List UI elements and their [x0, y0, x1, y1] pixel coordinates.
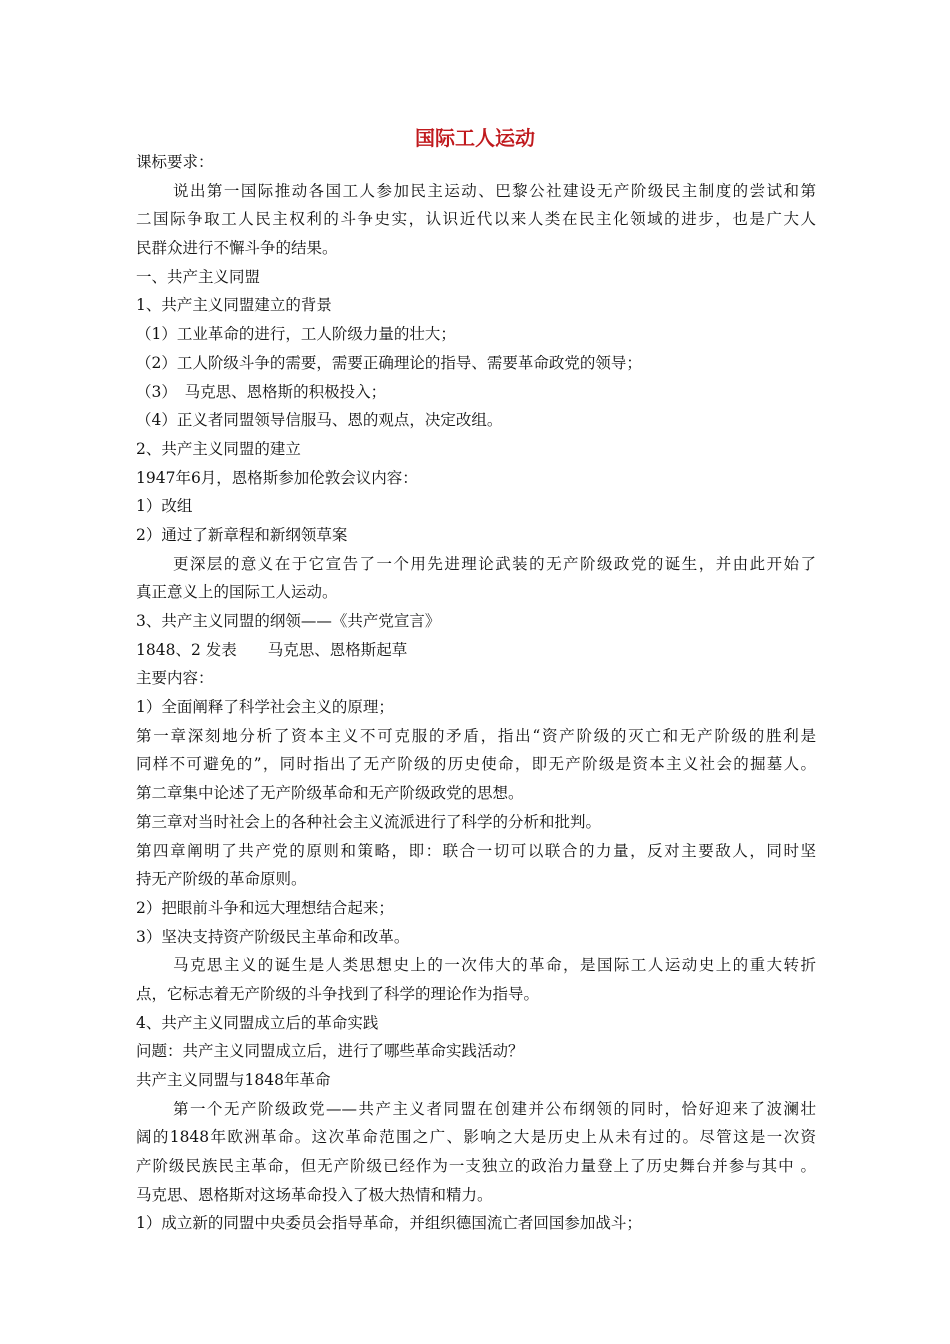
- paragraph-line: 产阶级民族民主革命，但无产阶级已经作为一支独立的政治力量登上了历史舞台并参与其中 。: [136, 1157, 816, 1176]
- list-item: 2）通过了新章程和新纲领草案: [136, 525, 348, 544]
- paragraph-line: 第一章深刻地分析了资本主义不可克服的矛盾，指出“资产阶级的灭亡和无产阶级的胜利是: [136, 726, 816, 745]
- paragraph-line: 1947年6月，恩格斯参加伦敦会议内容：: [136, 468, 418, 487]
- list-item: （1）工业革命的进行，工人阶级力量的壮大；: [136, 325, 456, 344]
- paragraph-line: 1848、2 发表 马克思、恩格斯起草: [136, 640, 408, 659]
- paragraph-line: 主要内容：: [136, 669, 214, 688]
- paragraph-line: 第二章集中论述了无产阶级革命和无产阶级政党的思想。: [136, 784, 524, 803]
- list-item: 1）全面阐释了科学社会主义的原理；: [136, 698, 394, 717]
- list-item: 3）坚决支持资产阶级民主革命和改革。: [136, 927, 410, 946]
- paragraph-line: 更深层的意义在于它宣告了一个用先进理论武装的无产阶级政党的诞生，并由此开始了: [173, 554, 816, 573]
- paragraph-line: 说出第一国际推动各国工人参加民主运动、巴黎公社建设无产阶级民主制度的尝试和第: [173, 181, 816, 200]
- list-item: （4）正义者同盟领导信服马、恩的观点，决定改组。: [136, 411, 503, 430]
- paragraph-line: 第一个无产阶级政党——共产主义者同盟在创建并公布纲领的同时，恰好迎来了波澜壮: [173, 1099, 816, 1118]
- paragraph-line: 持无产阶级的革命原则。: [136, 870, 307, 889]
- subsection-heading: 3、共产主义同盟的纲领——《共产党宣言》: [136, 612, 441, 630]
- paragraph-line: 同样不可避免的”，同时指出了无产阶级的历史使命，即无产阶级是资本主义社会的掘墓人。: [136, 755, 816, 774]
- list-item: 1）改组: [136, 497, 193, 516]
- paragraph-line: 点，它标志着无产阶级的斗争找到了科学的理论作为指导。: [136, 984, 540, 1003]
- paragraph-line: 共产主义同盟与1848年革命: [136, 1071, 331, 1089]
- paragraph-line: 真正意义上的国际工人运动。: [136, 583, 338, 602]
- document-title: 国际工人运动: [415, 126, 535, 150]
- paragraph-line: 第四章阐明了共产党的原则和策略，即：联合一切可以联合的力量，反对主要敌人，同时坚: [136, 841, 816, 860]
- section-label: 课标要求：: [136, 153, 214, 171]
- subsection-heading: 2、共产主义同盟的建立: [136, 439, 301, 458]
- list-item: （2）工人阶级斗争的需要，需要正确理论的指导、需要革命政党的领导；: [136, 353, 642, 372]
- list-item: （3） 马克思、恩格斯的积极投入；: [136, 382, 387, 401]
- paragraph-line: 阔的1848年欧洲革命。这次革命范围之广、影响之大是历史上从未有过的。尽管这是一次资: [136, 1128, 816, 1147]
- paragraph-line: 民群众进行不懈斗争的结果。: [136, 239, 338, 258]
- paragraph-line: 问题：共产主义同盟成立后，进行了哪些革命实践活动？: [136, 1042, 524, 1061]
- subsection-heading: 1、共产主义同盟建立的背景: [136, 296, 332, 315]
- document-body: [136, 148, 816, 1238]
- paragraph-line: 二国际争取工人民主权利的斗争史实，认识近代以来人类在民主化领域的进步，也是广大人: [136, 210, 816, 229]
- paragraph-line: 马克思主义的诞生是人类思想史上的一次伟大的革命，是国际工人运动史上的重大转折: [173, 956, 816, 975]
- section-heading: 一、共产主义同盟: [136, 267, 261, 286]
- paragraph-line: 马克思、恩格斯对这场革命投入了极大热情和精力。: [136, 1185, 493, 1204]
- list-item: 1）成立新的同盟中央委员会指导革命，并组织德国流亡者回国参加战斗；: [136, 1214, 642, 1233]
- list-item: 2）把眼前斗争和远大理想结合起来；: [136, 898, 394, 917]
- subsection-heading: 4、共产主义同盟成立后的革命实践: [136, 1013, 379, 1032]
- paragraph-line: 第三章对当时社会上的各种社会主义流派进行了科学的分析和批判。: [136, 812, 602, 831]
